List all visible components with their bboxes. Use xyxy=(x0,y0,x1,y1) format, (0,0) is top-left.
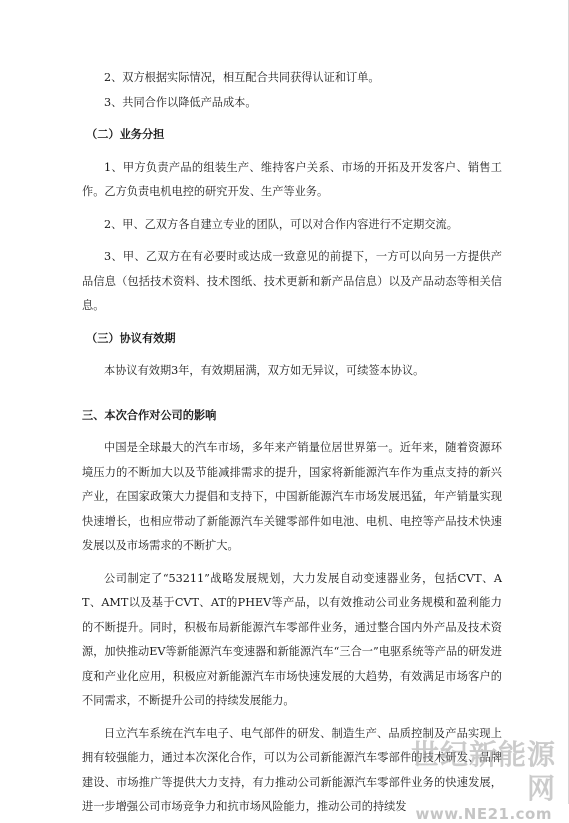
watermark-text: 世纪新能源网 xyxy=(410,738,556,805)
paragraph-4: 2、甲、乙双方各自建立专业的团队，可以对合作内容进行不定期交流。 xyxy=(104,217,458,231)
paragraph-8: 公司制定了“53211”战略发展规划，大力发展自动变速器业务，包括CVT、AT、AMT以及基于CVT、AT的PHEV等产品，以有效推动公司业务规模和盈利能力的不断提升。同时，积极布局新能源汽车零部件业务，通过整合国内外产品及技术资源，加快推动EV等新能源汽车变速器和新能源汽车“三合一”电驱系统等产品的研发进度和产业化应用，积极应对新能源汽车市场快速发展的大趋势，有效满足市场客户的不同需求，不断提升公司的持续发展能力。 xyxy=(82,571,502,707)
watermark-url: www.NE21.com xyxy=(415,805,552,823)
paragraph-9: 日立汽车系统在汽车电子、电气部件的研发、制造生产、品质控制及产品实现上拥有较强能力，通过本次深化合作，可以为公司新能源汽车零部件的技术研发、品牌建设、市场推广等提供大力支持，有力推动公司新能源汽车零部件业务的快速发展，进一步增强公司市场竞争力和抗市场风险能力，推动公司的持续发 xyxy=(82,726,502,813)
paragraph-7: 中国是全球最大的汽车市场，多年来产销量位居世界第一。近年来，随着资源环境压力的不断加大以及节能减排需求的提升，国家将新能源汽车作为重点支持的新兴产业，在国家政策大力提倡和支持下，中国新能源汽车市场发展迅猛，年产销量实现快速增长，也相应带动了新能源汽车关键零部件如电池、电机、电控等产品技术快速发展以及市场需求的不断扩大。 xyxy=(82,441,502,552)
heading-impact: 三、本次合作对公司的影响 xyxy=(82,408,217,422)
watermark xyxy=(396,738,556,823)
paragraph-3: 1、甲方负责产品的组装生产、维持客户关系、市场的开拓及开发客户、销售工作。乙方负责电机电控的研究开发、生产等业务。 xyxy=(82,160,502,198)
paragraph-6: 本协议有效期3年，有效期届满，双方如无异议，可续签本协议。 xyxy=(104,364,425,377)
paragraph-5: 3、甲、乙双方在有必要时或达成一致意见的前提下，一方可以向另一方提供产品信息（包括技术资料、技术图纸、技术更新和新产品信息）以及产品动态等相关信息。 xyxy=(82,250,502,312)
document-body xyxy=(82,66,502,820)
paragraph-1: 2、双方根据实际情况，相互配合共同获得认证和订单。 xyxy=(104,71,380,84)
heading-validity: （三）协议有效期 xyxy=(86,331,176,345)
heading-business-division: （二）业务分担 xyxy=(86,128,165,141)
paragraph-2: 3、共同合作以降低产品成本。 xyxy=(104,95,257,109)
